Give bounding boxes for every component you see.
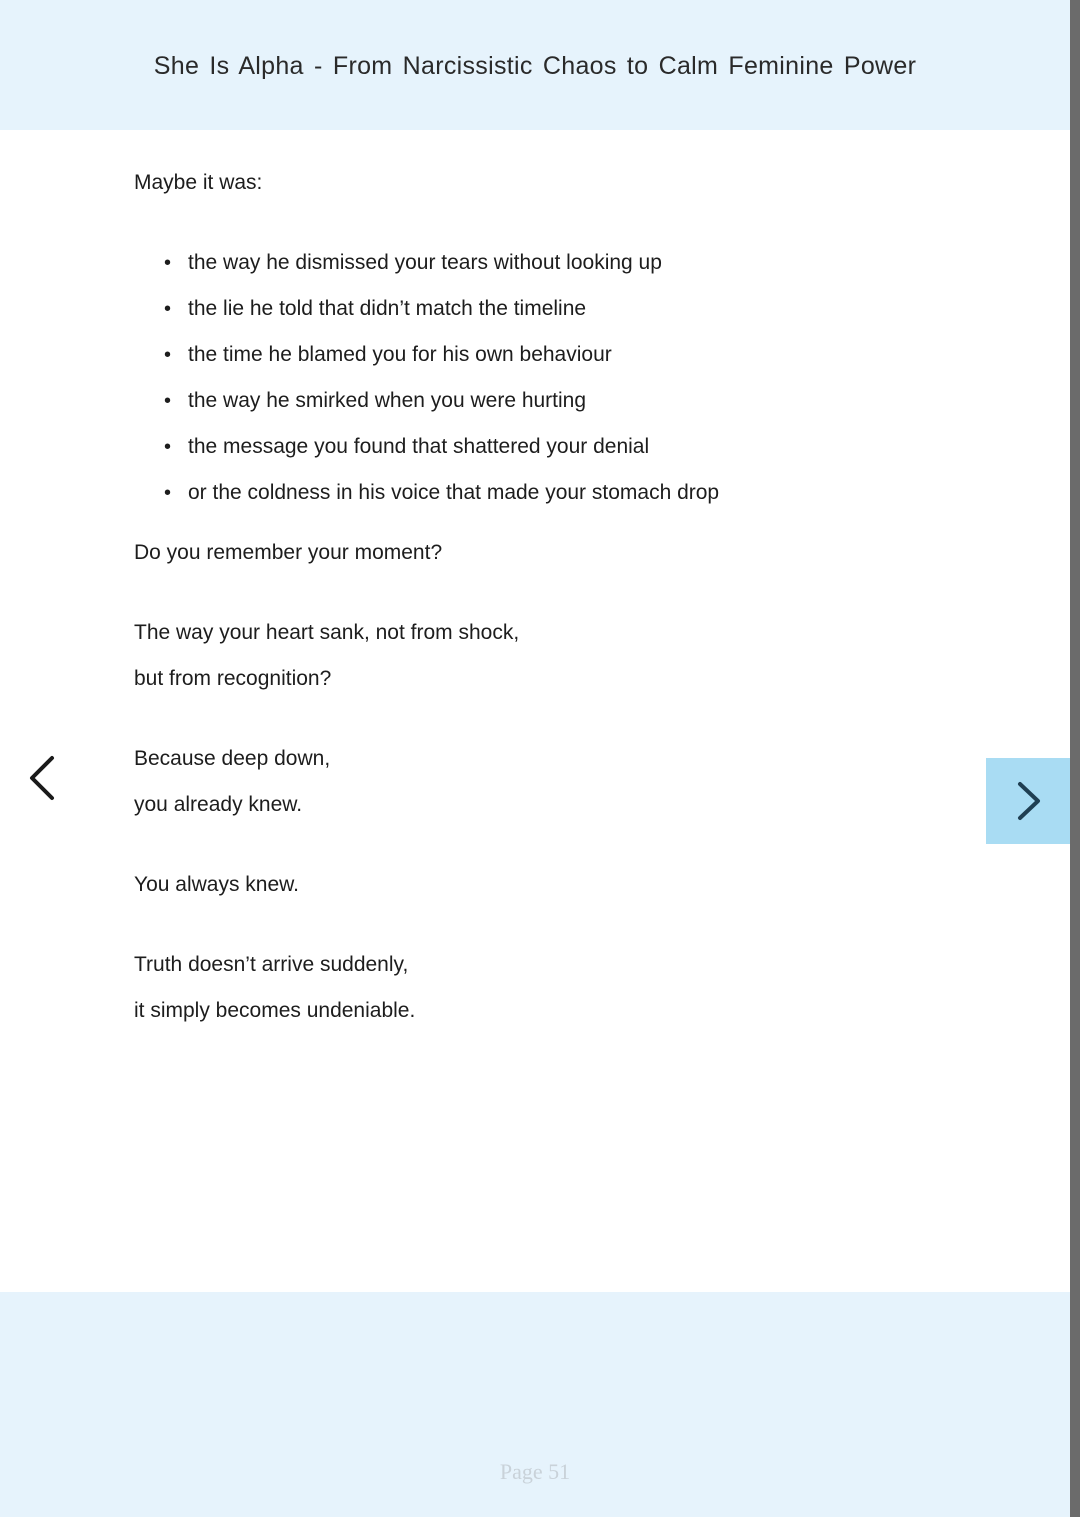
paragraph-line: You always knew. xyxy=(134,873,299,896)
previous-page-button[interactable] xyxy=(22,752,62,804)
paragraph-line: but from recognition? xyxy=(134,667,332,690)
bullet-icon: • xyxy=(164,436,172,458)
paragraph-line: Truth doesn’t arrive suddenly, xyxy=(134,953,409,976)
book-title: She Is Alpha - From Narcissistic Chaos to Calm Feminine Power xyxy=(153,52,917,80)
list-item: • the way he smirked when you were hurting xyxy=(134,378,954,424)
chevron-left-icon xyxy=(22,752,62,804)
paragraph-line: The way your heart sank, not from shock, xyxy=(134,621,520,644)
bullet-icon: • xyxy=(164,298,172,320)
list-item: • or the coldness in his voice that made your stomach drop xyxy=(134,470,954,516)
intro-text: Maybe it was: xyxy=(134,171,263,194)
bullet-icon: • xyxy=(164,252,172,274)
moment-list xyxy=(134,240,954,516)
page-header xyxy=(0,0,1070,130)
chevron-right-icon xyxy=(1012,780,1044,822)
paragraph-line: it simply becomes undeniable. xyxy=(134,999,416,1022)
paragraph-line: Because deep down, xyxy=(134,747,331,770)
page-content xyxy=(134,160,954,1034)
page-number: Page 51 xyxy=(499,1459,571,1484)
bullet-icon: • xyxy=(164,344,172,366)
bullet-icon: • xyxy=(164,482,172,504)
list-item: • the time he blamed you for his own behaviour xyxy=(134,332,954,378)
paragraph-line: you already knew. xyxy=(134,793,303,816)
page-edge xyxy=(1070,0,1080,1517)
question-text: Do you remember your moment? xyxy=(134,541,443,564)
list-item: • the way he dismissed your tears without looking up xyxy=(134,240,954,286)
list-item: • the lie he told that didn’t match the timeline xyxy=(134,286,954,332)
next-page-button[interactable] xyxy=(986,758,1070,844)
bullet-icon: • xyxy=(164,390,172,412)
list-item: • the message you found that shattered your denial xyxy=(134,424,954,470)
